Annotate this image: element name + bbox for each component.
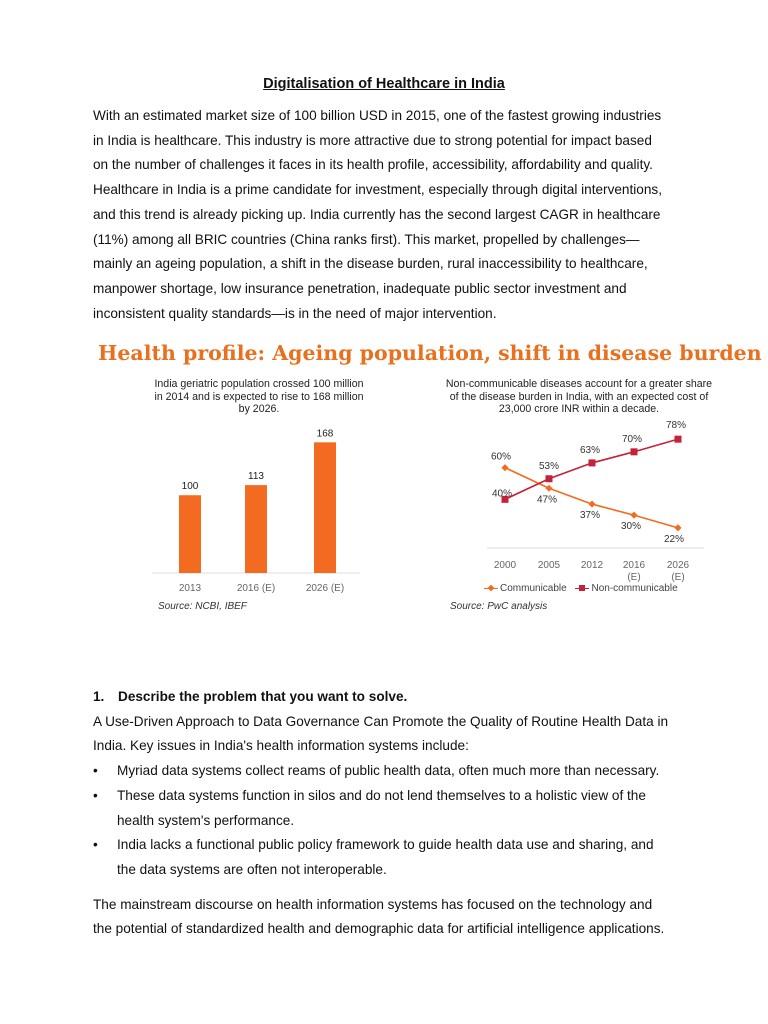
data-point-label: 37%: [579, 510, 601, 522]
legend-communicable-label: Communicable: [500, 583, 567, 594]
question-number: 1.: [93, 689, 105, 704]
bullet-icon: •: [93, 837, 98, 853]
data-point: [501, 464, 508, 471]
intro-paragraph: With an estimated market size of 100 billion USD in 2015, one of the fastest growing industries in India is healthcare. This industry is more attractive due to strong potential for impact based on the number of challenges it faces in its health profile, accessibility, affordability and quality. Healthcare in India is a prime candidate for investment, especially through digital interventions, and this trend is already picking up. India currently has the second largest CAGR in healthcare (11%) among all BRIC countries (China ranks first). This market, propelled by challenges—mainly an ageing population, a shift in the disease burden, rural inaccessibility to healthcare, manpower shortage, low insurance penetration, inadequate public sector investment and inconsistent quality standards—is in the need of major intervention.: [93, 108, 662, 321]
list-item: [93, 833, 673, 882]
line-x-tick-label: 2000: [493, 560, 517, 571]
bar-value-label: 168: [316, 428, 334, 440]
data-point-label: 60%: [490, 451, 512, 463]
data-point-label: 47%: [536, 494, 558, 506]
data-point: [675, 436, 682, 443]
legend-non-communicable-label: Non-communicable: [591, 583, 678, 594]
data-point-label: 53%: [538, 460, 560, 472]
bullet-icon: •: [93, 763, 98, 779]
question-text: Describe the problem that you want to solve.: [118, 689, 408, 704]
line-x-tick-sublabel: (E): [627, 572, 641, 583]
data-point-label: 70%: [621, 433, 643, 445]
data-point-label: 78%: [665, 420, 687, 432]
bar-chart-source: Source: NCBI, IBEF: [158, 601, 247, 612]
data-point: [589, 459, 596, 466]
data-point: [588, 501, 595, 508]
data-point: [674, 524, 681, 531]
health-profile-figure: [92, 336, 762, 626]
bar: [245, 485, 267, 573]
line-chart-source: Source: PwC analysis: [450, 601, 548, 612]
legend-non-communicable-marker: [575, 588, 589, 589]
bar-chart-caption: India geriatric population crossed 100 million in 2014 and is expected to rise to 168 million by 2026.: [154, 378, 364, 416]
data-point-label: 30%: [620, 521, 642, 533]
line-x-tick-label: 2005: [537, 560, 561, 571]
document-title: Digitalisation of Healthcare in India: [263, 76, 505, 92]
line-chart-caption: Non-communicable diseases account for a greater share of the disease burden in India, with an expected cost of 23,000 crore INR within a decade.: [445, 378, 713, 416]
line-x-tick-label: 2016: [622, 560, 646, 571]
problem-paragraph: A Use-Driven Approach to Data Governance Can Promote the Quality of Routine Health Data in India. Key issues in India's health information systems include:: [93, 713, 669, 754]
data-point-label: 22%: [663, 533, 685, 545]
legend-item-communicable: [484, 583, 567, 594]
data-point: [631, 448, 638, 455]
list-item-text: Myriad data systems collect reams of public health data, often much more than necessary.: [117, 763, 660, 779]
bar-category-label: 2016 (E): [236, 583, 276, 594]
data-point-label: 40%: [491, 488, 513, 500]
line-x-tick-label: 2026: [666, 560, 690, 571]
bar: [314, 442, 336, 573]
data-point: [630, 512, 637, 519]
line-x-tick-sublabel: (E): [671, 572, 685, 583]
list-item-text: India lacks a functional public policy framework to guide health data use and sharing, and the data systems are often not interoperable.: [117, 837, 654, 877]
bar: [179, 495, 201, 573]
line-x-tick-label: 2012: [580, 560, 604, 571]
bar-category-label: 2013: [178, 583, 202, 594]
list-item-text: These data systems function in silos and do not lend themselves to a holistic view of the health system's performance.: [117, 787, 646, 828]
question-heading: [93, 685, 673, 710]
legend-item-non-communicable: [575, 583, 677, 594]
legend-communicable-marker: [484, 588, 498, 589]
bullet-icon: •: [93, 787, 98, 803]
bar-category-label: 2026 (E): [305, 583, 345, 594]
bar-value-label: 113: [248, 471, 264, 483]
closing-paragraph: The mainstream discourse on health information systems has focused on the technology and the potential of standardized health and demographic data for artificial intelligence applications.: [93, 896, 665, 937]
data-point-label: 63%: [579, 444, 601, 456]
bar-value-label: 100: [181, 481, 199, 493]
list-item: [93, 759, 673, 784]
list-item: [93, 784, 673, 833]
problem-section: [93, 685, 673, 942]
data-point: [545, 485, 552, 492]
issues-list: [93, 759, 673, 883]
line-chart-legend: [484, 583, 684, 594]
figure-title: Health profile: Ageing population, shift in disease burden: [98, 341, 762, 365]
data-point: [546, 475, 553, 482]
